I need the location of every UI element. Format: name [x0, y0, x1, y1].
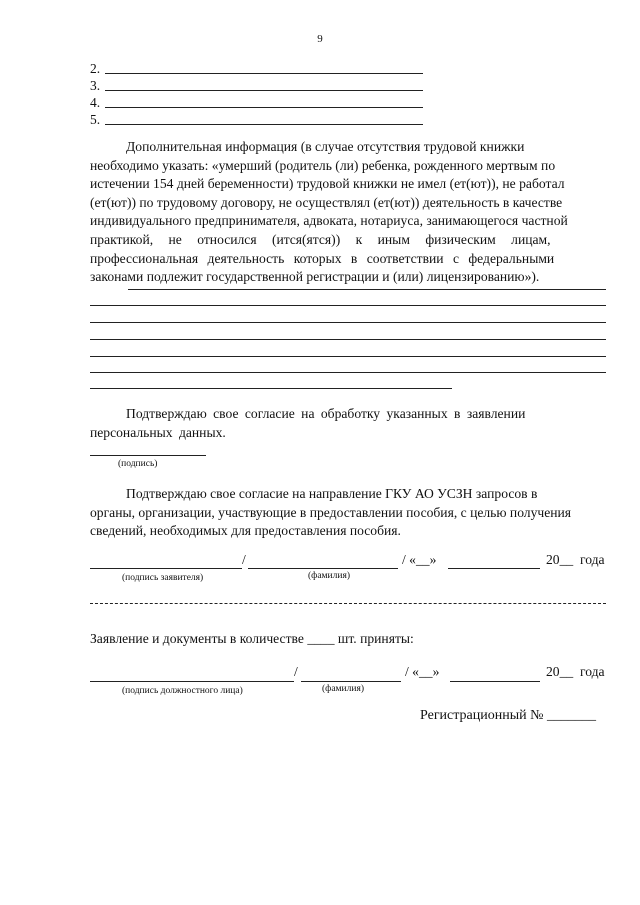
official-surname-line[interactable]	[301, 681, 401, 682]
additional-info-line: профессиональная деятельность которых в соответствии с федеральными	[90, 250, 555, 266]
consent-requests-line: Подтверждаю свое согласие на направление ГКУ АО УСЗН запросов в	[126, 486, 538, 501]
fill-line[interactable]	[90, 356, 606, 357]
documents-accepted-prefix: Заявление и документы в количестве	[90, 631, 304, 646]
additional-info-line: истечении 154 дней беременности) трудовой книжки не имел (ет(ют)), не работал	[90, 176, 565, 192]
year-word: года	[580, 552, 605, 567]
additional-info-paragraph	[90, 138, 608, 287]
list-item-number: 5.	[90, 112, 101, 127]
fill-line[interactable]	[128, 289, 606, 290]
applicant-surname-line[interactable]	[248, 568, 398, 569]
list-item-number: 3.	[90, 78, 101, 93]
additional-info-line: Дополнительная информация (в случае отсутствия трудовой книжки	[126, 139, 525, 154]
list-item-number: 4.	[90, 95, 101, 110]
registration-number-field[interactable]: _______	[547, 708, 596, 723]
additional-info-line: (ет(ют)) по трудовому договору, не осуществлял (ет(ют)) деятельность в качестве	[90, 194, 563, 210]
applicant-signature-caption: (подпись заявителя)	[122, 573, 204, 583]
additional-info-line: индивидуального предпринимателя, адвоката, нотариуса, занимающегося частной	[90, 213, 568, 229]
consent-personal-line: Подтверждаю свое согласие на обработку указанных в заявлении	[126, 406, 526, 421]
page-number: 9	[317, 33, 323, 45]
date-day-field: / «__»	[405, 664, 440, 679]
consent-requests-line: органы, организации, участвующие в предоставлении пособия, с целью получения	[90, 504, 572, 520]
fill-line[interactable]	[105, 73, 423, 74]
date-month-line[interactable]	[448, 568, 540, 569]
fill-line[interactable]	[90, 372, 606, 373]
additional-info-line: законами подлежит государственной регистрации и (или) лицензированию»).	[90, 269, 540, 285]
consent-requests-line: сведений, необходимых для предоставления пособия.	[90, 523, 401, 539]
official-signature-caption: (подпись должностного лица)	[122, 686, 243, 696]
fill-line[interactable]	[105, 124, 423, 125]
registration-number	[420, 708, 596, 724]
applicant-surname-caption: (фамилия)	[308, 571, 350, 581]
additional-info-line: практикой, не относился (итcя(ятся)) к иным физическим лицам,	[90, 231, 551, 247]
fill-line[interactable]	[90, 305, 606, 306]
slash-separator: /	[294, 664, 298, 679]
registration-label: Регистрационный №	[420, 708, 544, 723]
fill-line[interactable]	[105, 90, 423, 91]
applicant-signature-line[interactable]	[90, 568, 242, 569]
documents-accepted-suffix: шт. приняты:	[337, 631, 414, 646]
documents-count-field[interactable]: ____	[307, 631, 335, 646]
signature-line[interactable]	[90, 455, 206, 456]
date-day-field: / «__»	[402, 552, 437, 567]
year-field: 20__	[546, 664, 574, 679]
consent-requests-paragraph	[90, 485, 608, 541]
signature-caption: (подпись)	[118, 459, 158, 469]
documents-accepted-line	[90, 631, 414, 647]
fill-line[interactable]	[90, 388, 452, 389]
official-surname-caption: (фамилия)	[322, 684, 364, 694]
slash-separator: /	[242, 552, 246, 567]
additional-info-line: необходимо указать: «умерший (родитель (ли) ребенка, рожденного мертвым по	[90, 157, 556, 173]
fill-line[interactable]	[90, 322, 606, 323]
fill-line[interactable]	[105, 107, 423, 108]
year-word: года	[580, 664, 605, 679]
date-month-line[interactable]	[450, 681, 540, 682]
year-field: 20__	[546, 552, 574, 567]
consent-personal-line: персональных данных.	[90, 424, 226, 440]
cut-line	[90, 603, 606, 604]
official-signature-line[interactable]	[90, 681, 294, 682]
fill-line[interactable]	[90, 339, 606, 340]
list-item-number: 2.	[90, 61, 101, 76]
consent-personal-paragraph	[90, 405, 608, 442]
